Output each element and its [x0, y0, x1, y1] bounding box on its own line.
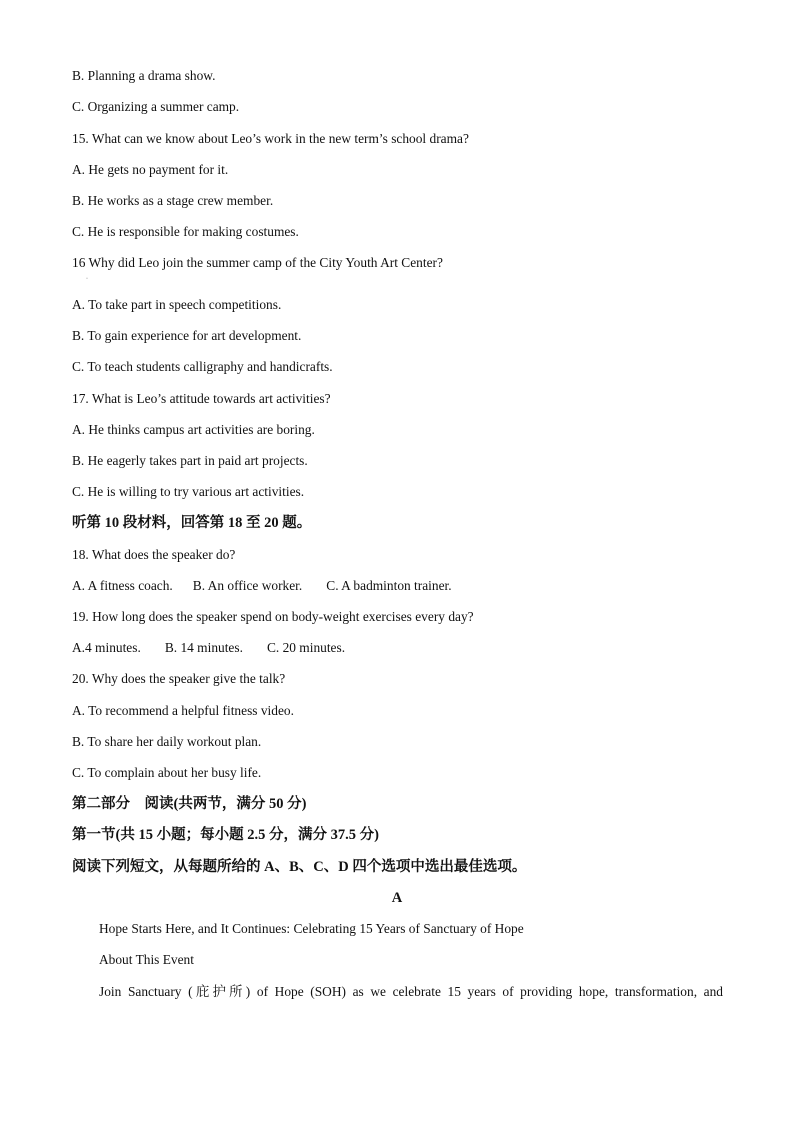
- q18-options: [72, 578, 452, 594]
- q18-option-c: C. A badminton trainer.: [326, 578, 452, 593]
- q19-option-c: C. 20 minutes.: [266, 640, 346, 655]
- q17-question: 17. What is Leo’s attitude towards art activities?: [72, 391, 331, 406]
- stray-mark: ·: [86, 276, 88, 282]
- q15-option-b: B. He works as a stage crew member.: [72, 193, 274, 208]
- q19-option-a: A.4 minutes.: [72, 640, 141, 655]
- q18-option-b: B. An office worker.: [192, 578, 303, 593]
- q16-option-b: B. To gain experience for art development.: [72, 328, 302, 343]
- q18-question: 18. What does the speaker do?: [72, 547, 236, 562]
- q15-question: 15. What can we know about Leo’s work in the new term’s school drama?: [72, 131, 469, 146]
- q15-option-a: A. He gets no payment for it.: [72, 162, 229, 177]
- instructions: 阅读下列短文，从每题所给的 A、B、C、D 四个选项中选出最佳选项。: [72, 859, 527, 875]
- q14-option-c: C. Organizing a summer camp.: [72, 99, 240, 114]
- q17-option-b: B. He eagerly takes part in paid art projects.: [72, 453, 308, 468]
- q20-question: 20. Why does the speaker give the talk?: [72, 671, 286, 686]
- section1-heading: 第一节(共 15 小题；每小题 2.5 分，满分 37.5 分): [72, 827, 379, 843]
- passage-subtitle: About This Event: [99, 952, 194, 967]
- q19-options: [72, 640, 345, 656]
- part2-heading: 第二部分 阅读(共两节，满分 50 分): [72, 796, 307, 812]
- q15-option-c: C. He is responsible for making costumes.: [72, 224, 299, 239]
- passage-body: Join Sanctuary (庇护所) of Hope (SOH) as we celebrate 15 years of providing hope, transformation, and: [99, 984, 723, 999]
- q16-question: 16 Why did Leo join the summer camp of the City Youth Art Center?: [72, 255, 443, 270]
- q14-option-b: B. Planning a drama show.: [72, 68, 216, 83]
- q20-option-b: B. To share her daily workout plan.: [72, 734, 262, 749]
- q20-option-a: A. To recommend a helpful fitness video.: [72, 703, 294, 718]
- passage-title: Hope Starts Here, and It Continues: Celebrating 15 Years of Sanctuary of Hope: [99, 921, 524, 936]
- q16-option-a: A. To take part in speech competitions.: [72, 297, 282, 312]
- passage-letter: A: [391, 890, 403, 906]
- q20-option-c: C. To complain about her busy life.: [72, 765, 262, 780]
- q18-option-a: A. A fitness coach.: [72, 578, 173, 593]
- q16-option-c: C. To teach students calligraphy and handicrafts.: [72, 359, 333, 374]
- q19-question: 19. How long does the speaker spend on body-weight exercises every day?: [72, 609, 474, 624]
- q17-option-a: A. He thinks campus art activities are boring.: [72, 422, 315, 437]
- section10-heading: 听第 10 段材料，回答第 18 至 20 题。: [72, 515, 312, 531]
- q17-option-c: C. He is willing to try various art activities.: [72, 484, 305, 499]
- q19-option-b: B. 14 minutes.: [164, 640, 243, 655]
